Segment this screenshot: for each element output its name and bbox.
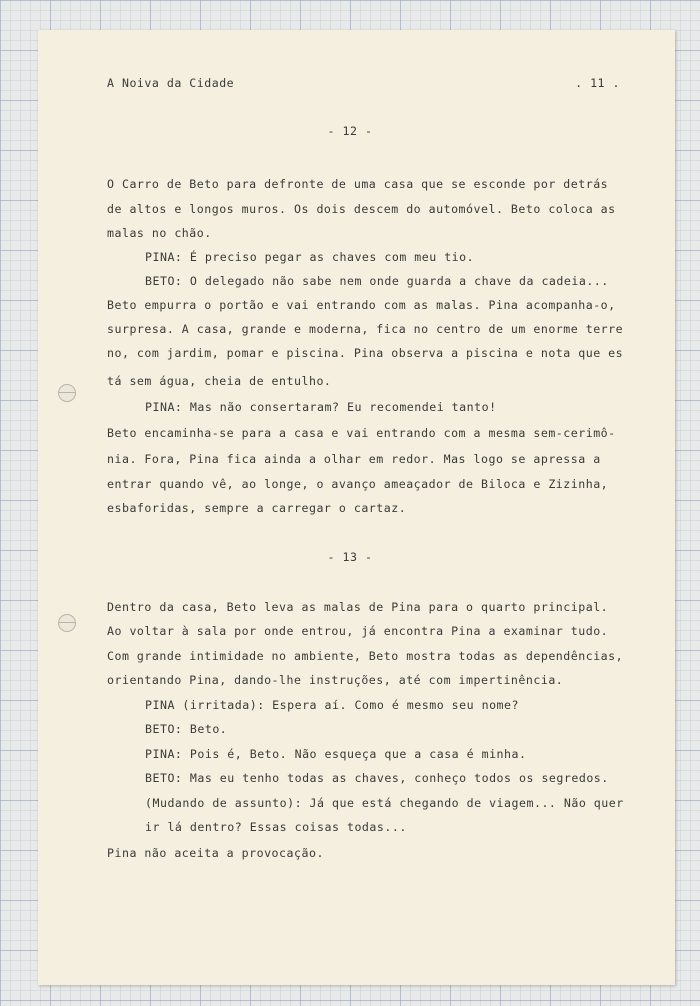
scene-13-line: Ao voltar à sala por onde entrou, já encontra Pina a examinar tudo.	[107, 624, 609, 638]
scene-12-line: Beto encaminha-se para a casa e vai entrando com a mesma sem-cerimô-	[107, 426, 616, 440]
scene-heading-12: - 12 -	[327, 124, 373, 138]
scene-13-line: Pina não aceita a provocação.	[107, 846, 324, 860]
scene-13-dialogue: BETO: Mas eu tenho todas as chaves, conheço todos os segredos.	[145, 771, 609, 785]
scene-13-dialogue: PINA (irritada): Espera aí. Como é mesmo seu nome?	[145, 698, 520, 712]
scene-12-line: malas no chão.	[107, 226, 212, 240]
document-title: A Noiva da Cidade	[107, 76, 235, 90]
scene-13-dialogue: (Mudando de assunto): Já que está chegando de viagem... Não quer	[145, 796, 624, 810]
scene-13-dialogue: PINA: Pois é, Beto. Não esqueça que a casa é minha.	[145, 747, 527, 761]
scene-13-line: Dentro da casa, Beto leva as malas de Pina para o quarto principal.	[107, 600, 609, 614]
scene-13-line: orientando Pina, dando-lhe instruções, até com impertinência.	[107, 673, 564, 687]
page-number: . 11 .	[575, 76, 620, 90]
scene-12-line: esbaforidas, sempre a carregar o cartaz.	[107, 501, 407, 515]
scene-heading-13: - 13 -	[327, 550, 373, 564]
scene-12-line: nia. Fora, Pina fica ainda a olhar em redor. Mas logo se apressa a	[107, 452, 601, 466]
scene-12-line: Beto empurra o portão e vai entrando com as malas. Pina acompanha-o,	[107, 298, 616, 312]
scene-12-line: O Carro de Beto para defronte de uma casa que se esconde por detrás	[107, 177, 609, 191]
punch-hole	[58, 614, 76, 632]
scene-13-dialogue: ir lá dentro? Essas coisas todas...	[145, 820, 407, 834]
scene-12-line: surpresa. A casa, grande e moderna, fica no centro de um enorme terre	[107, 322, 624, 336]
scene-13-dialogue: BETO: Beto.	[145, 722, 228, 736]
scene-12-line: de altos e longos muros. Os dois descem do automóvel. Beto coloca as	[107, 202, 616, 216]
scene-12-dialogue: BETO: O delegado não sabe nem onde guarda a chave da cadeia...	[145, 274, 609, 288]
scene-12-line: entrar quando vê, ao longe, o avanço ameaçador de Biloca e Zizinha,	[107, 477, 609, 491]
scene-12-dialogue: PINA: Mas não consertaram? Eu recomendei tanto!	[145, 400, 497, 414]
scene-12-line: no, com jardim, pomar e piscina. Pina observa a piscina e nota que es	[107, 346, 624, 360]
scene-12-line: tá sem água, cheia de entulho.	[107, 374, 332, 388]
scene-13-line: Com grande intimidade no ambiente, Beto mostra todas as dependências,	[107, 649, 624, 663]
scene-12-dialogue: PINA: É preciso pegar as chaves com meu tio.	[145, 250, 475, 264]
punch-hole	[58, 384, 76, 402]
